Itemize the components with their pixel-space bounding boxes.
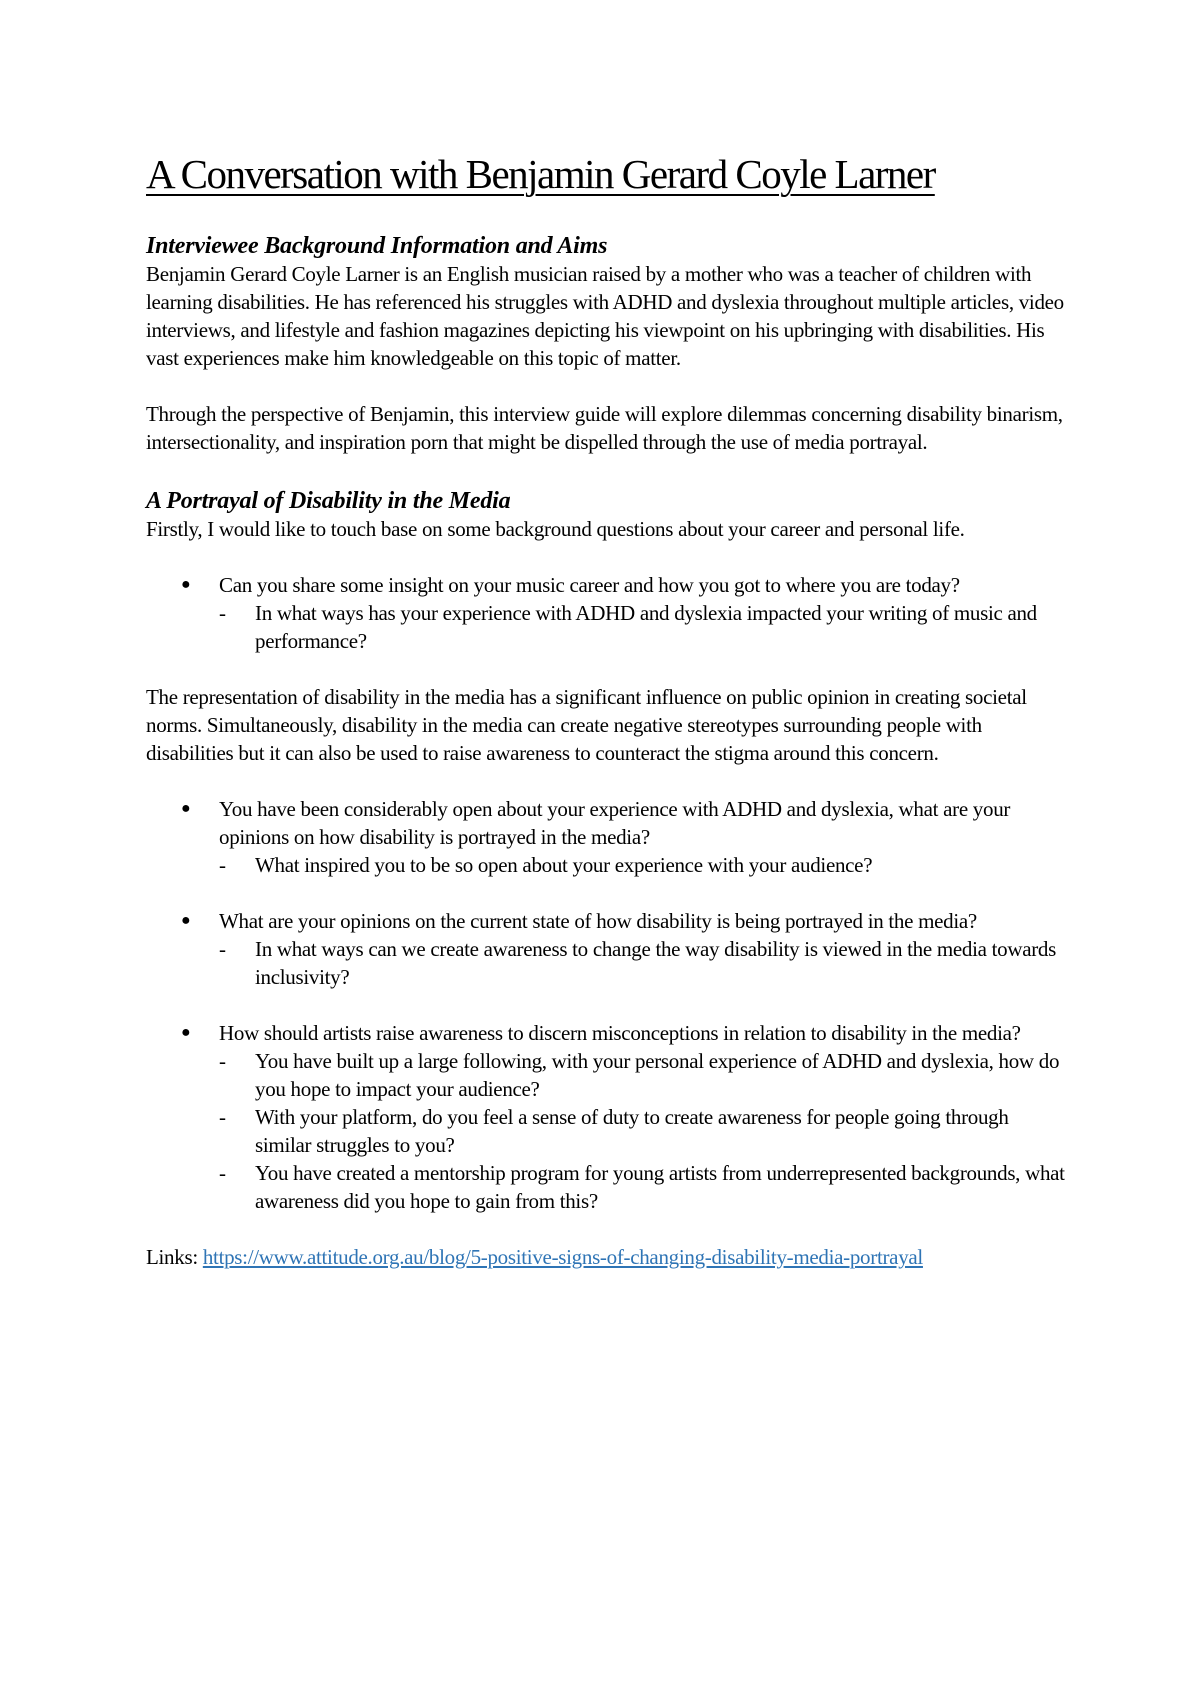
bullet-icon: ● <box>181 576 191 593</box>
aims-paragraph: Through the perspective of Benjamin, this interview guide will explore dilemmas concerning disability binarism, intersectionality, and inspiration porn that might be dispelled through the use of media portrayal. <box>146 402 1063 454</box>
question-text: Can you share some insight on your music career and how you got to where you are today? <box>219 573 960 597</box>
dash-icon: - <box>219 937 226 961</box>
background-paragraph: Benjamin Gerard Coyle Larner is an English musician raised by a mother who was a teacher of children with learning disabilities. He has referenced his struggles with ADHD and dyslexia throughout multiple articles, video interviews, and lifestyle and fashion magazines depicting his viewpoint on his upbringing with disabilities. His vast experiences make him knowledgeable on this topic of matter. <box>146 262 1064 370</box>
sub-question-item <box>219 851 1066 879</box>
section-heading-portrayal: A Portrayal of Disability in the Media <box>146 488 511 514</box>
question-text: You have been considerably open about your experience with ADHD and dyslexia, what are your opinions on how disability is portrayed in the media? <box>219 797 1011 849</box>
question-list-3 <box>146 907 1066 991</box>
bullet-icon: ● <box>181 800 191 817</box>
dash-icon: - <box>219 1161 226 1185</box>
question-item <box>146 907 1066 991</box>
question-item <box>146 571 1066 655</box>
sub-question-item <box>219 1103 1066 1159</box>
dash-icon: - <box>219 601 226 625</box>
representation-paragraph: The representation of disability in the media has a significant influence on public opinion in creating societal norms. Simultaneously, disability in the media can create negative stereotypes surrounding people with disabilities but it can also be used to raise awareness to counteract the stigma around this concern. <box>146 685 1027 765</box>
question-list-4 <box>146 1019 1066 1215</box>
sub-question-list <box>219 1047 1066 1215</box>
sub-question-item <box>219 1159 1066 1215</box>
sub-question-text: You have built up a large following, with your personal experience of ADHD and dyslexia, how do you hope to impact your audience? <box>255 1049 1060 1101</box>
links-label: Links: <box>146 1245 198 1269</box>
question-list-2 <box>146 795 1066 879</box>
sub-question-list <box>219 935 1066 991</box>
sub-question-text: What inspired you to be so open about your experience with your audience? <box>255 853 873 877</box>
dash-icon: - <box>219 1049 226 1073</box>
dash-icon: - <box>219 1105 226 1129</box>
sub-question-text: In what ways has your experience with ADHD and dyslexia impacted your writing of music and performance? <box>255 601 1037 653</box>
bullet-icon: ● <box>181 912 191 929</box>
sub-question-list <box>219 599 1066 655</box>
section-heading-background: Interviewee Background Information and Aims <box>146 233 608 259</box>
sub-question-text: You have created a mentorship program for young artists from underrepresented backgrounds, what awareness did you hope to gain from this? <box>255 1161 1065 1213</box>
question-list-1 <box>146 571 1066 655</box>
question-item <box>146 1019 1066 1215</box>
document-page <box>146 150 1066 1271</box>
question-text: How should artists raise awareness to discern misconceptions in relation to disability in the media? <box>219 1021 1021 1045</box>
intro-paragraph: Firstly, I would like to touch base on some background questions about your career and personal life. <box>146 517 965 541</box>
sub-question-text: With your platform, do you feel a sense of duty to create awareness for people going through similar struggles to you? <box>255 1105 1009 1157</box>
dash-icon: - <box>219 853 226 877</box>
sub-question-text: In what ways can we create awareness to change the way disability is viewed in the media towards inclusivity? <box>255 937 1056 989</box>
sub-question-item <box>219 599 1066 655</box>
bullet-icon: ● <box>181 1024 191 1041</box>
sub-question-item <box>219 1047 1066 1103</box>
reference-link[interactable]: https://www.attitude.org.au/blog/5-positive-signs-of-changing-disability-media-portrayal <box>202 1245 923 1269</box>
document-title: A Conversation with Benjamin Gerard Coyle Larner <box>146 151 935 197</box>
sub-question-list <box>219 851 1066 879</box>
sub-question-item <box>219 935 1066 991</box>
question-text: What are your opinions on the current state of how disability is being portrayed in the media? <box>219 909 977 933</box>
links-paragraph <box>146 1243 1066 1271</box>
question-item <box>146 795 1066 879</box>
